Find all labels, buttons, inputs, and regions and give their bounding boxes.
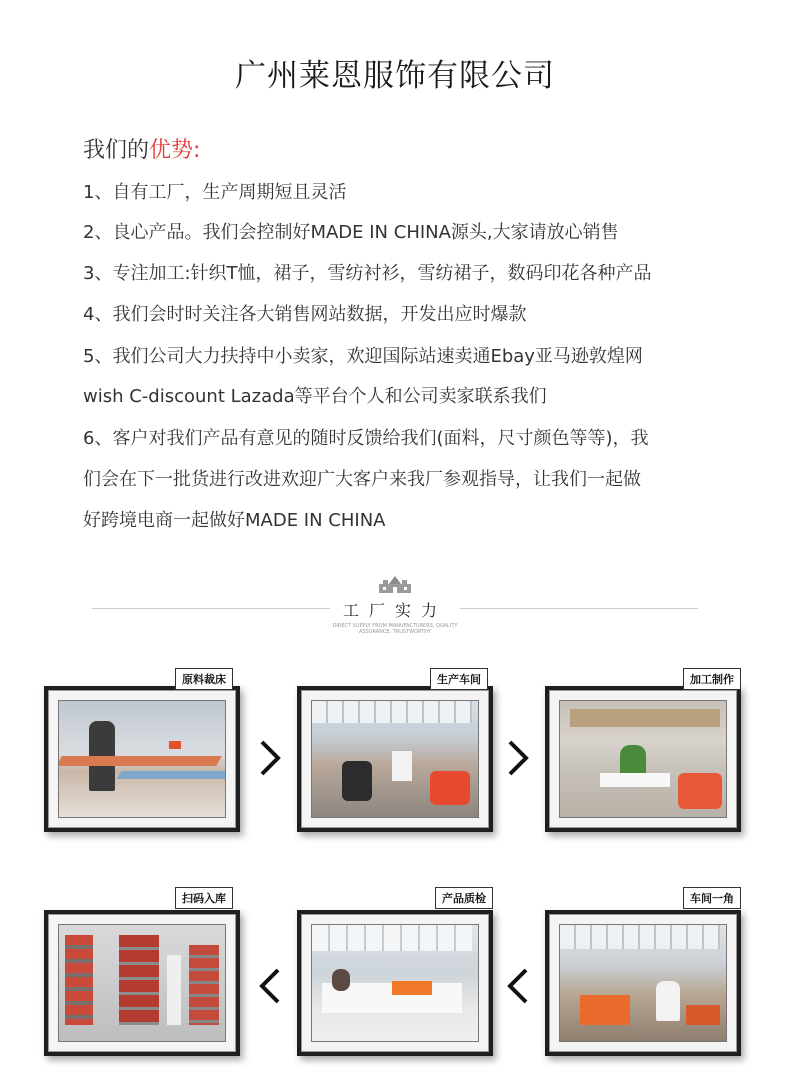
photo-workshop-corner	[559, 924, 727, 1042]
chevron-left-icon	[257, 966, 283, 1006]
advantages-heading	[83, 133, 200, 164]
advantage-line-8: 们会在下一批货进行改进欢迎广大客户来我厂参观指导，让我们一起做	[83, 469, 641, 490]
photo-frame-3	[545, 686, 741, 832]
factory-section-subtitle: DIRECT SUPPLY FROM MANUFACTURERS, QUALITY ASSURANCE, TRUSTWORTHY	[332, 623, 458, 635]
advantage-line-7: 6、客户对我们产品有意见的随时反馈给我们(面料，尺寸颜色等等)，我	[83, 428, 649, 449]
advantage-line-6: wish C-discount Lazada等平台个人和公司卖家联系我们	[83, 386, 547, 407]
step-label-1: 原料裁床	[175, 668, 233, 690]
photo-sewing	[559, 700, 727, 818]
company-title: 广州莱恩服饰有限公司	[235, 58, 555, 94]
step-label-4: 扫码入库	[175, 887, 233, 909]
step-label-6: 车间一角	[683, 887, 741, 909]
building-icon	[377, 574, 413, 594]
step-label-3: 加工制作	[683, 668, 741, 690]
photo-frame-6	[545, 910, 741, 1056]
photo-frame-4	[44, 910, 240, 1056]
factory-section-title: 工厂实力	[330, 596, 460, 623]
advantages-heading-highlight: 优势:	[149, 138, 201, 163]
advantage-line-2: 2、良心产品。我们会控制好MADE IN CHINA源头,大家请放心销售	[83, 222, 619, 243]
photo-inspection	[311, 924, 479, 1042]
photo-frame-2	[297, 686, 493, 832]
photo-frame-5	[297, 910, 493, 1056]
advantages-heading-prefix: 我们的	[83, 138, 150, 163]
step-label-2: 生产车间	[430, 668, 488, 690]
advantage-line-5: 5、我们公司大力扶持中小卖家，欢迎国际站速卖通Ebay亚马逊敦煌网	[83, 346, 643, 367]
chevron-right-icon	[257, 738, 283, 778]
divider-line-left	[92, 608, 332, 609]
advantage-line-9: 好跨境电商一起做好MADE IN CHINA	[83, 510, 386, 531]
divider-line-right	[458, 608, 698, 609]
chevron-left-icon	[505, 966, 531, 1006]
advantage-line-3: 3、专注加工:针织T恤，裙子，雪纺衬衫，雪纺裙子，数码印花各种产品	[83, 263, 652, 284]
photo-warehouse	[58, 924, 226, 1042]
advantage-line-1: 1、自有工厂，生产周期短且灵活	[83, 182, 347, 203]
photo-cutting	[58, 700, 226, 818]
advantage-line-4: 4、我们会时时关注各大销售网站数据，开发出应时爆款	[83, 304, 527, 325]
step-label-5: 产品质检	[435, 887, 493, 909]
photo-workshop	[311, 700, 479, 818]
photo-frame-1	[44, 686, 240, 832]
factory-section-divider	[0, 570, 790, 640]
chevron-right-icon	[505, 738, 531, 778]
